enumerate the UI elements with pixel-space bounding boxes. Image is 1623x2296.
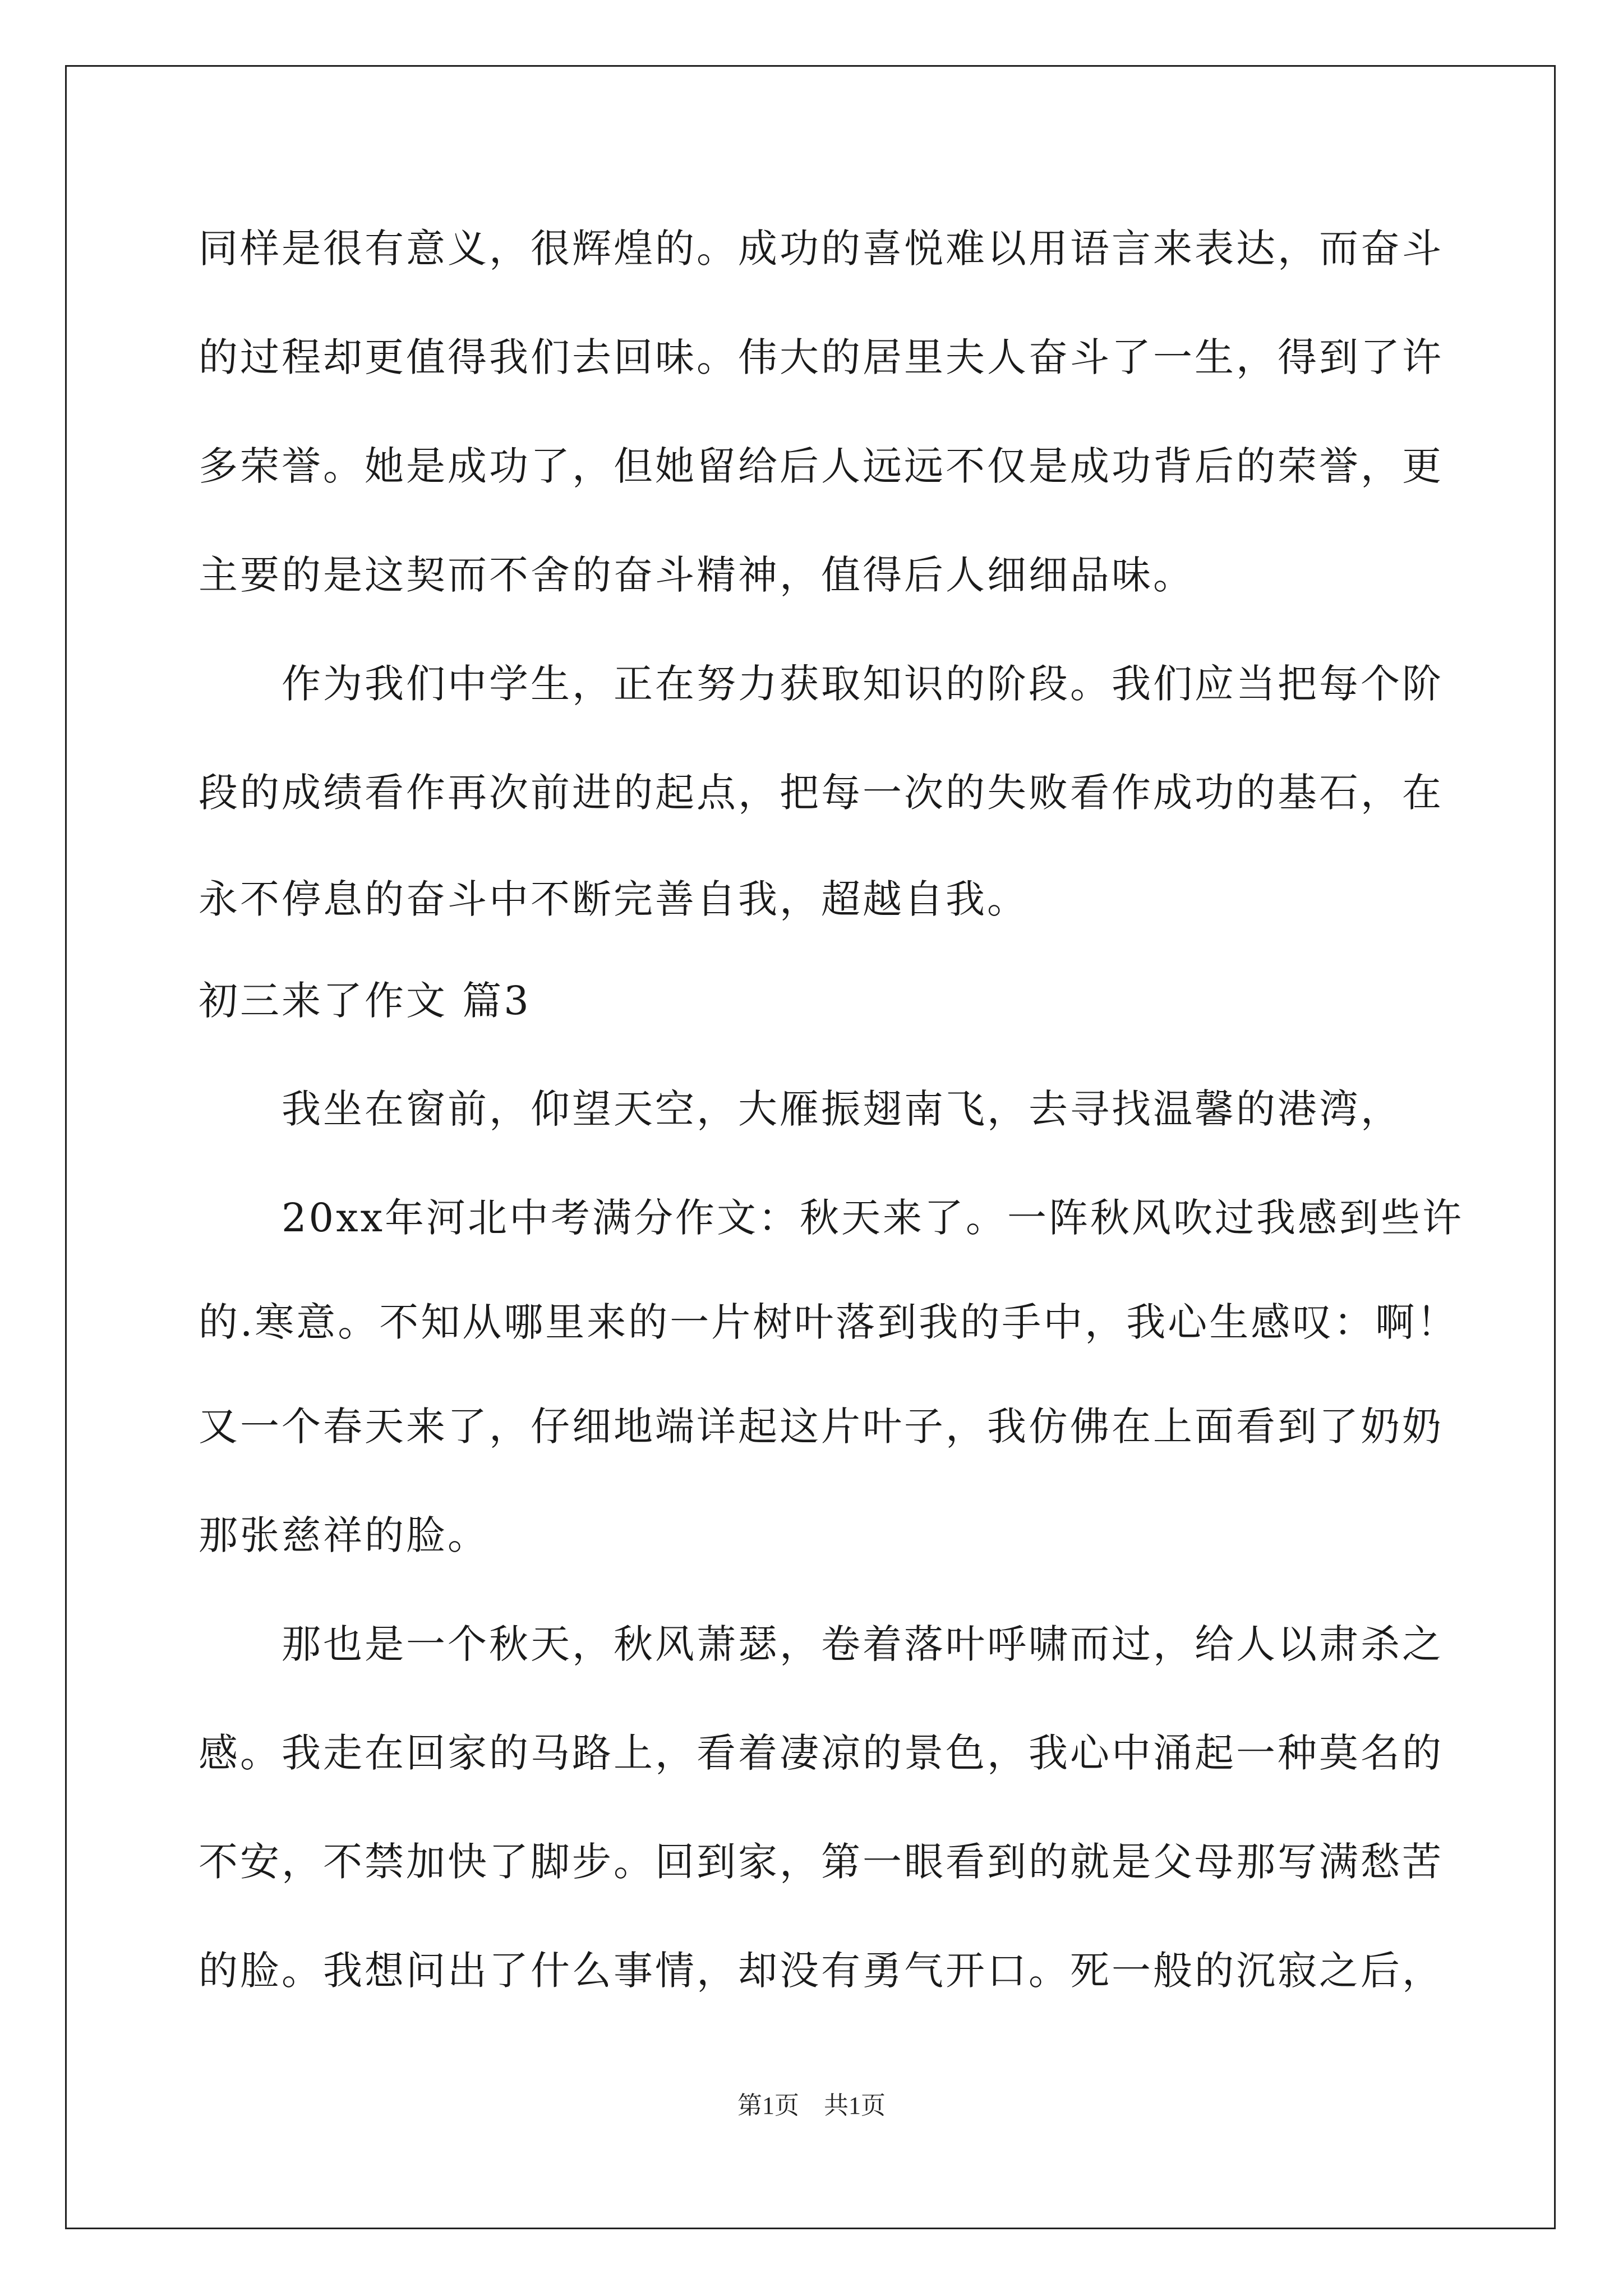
text-line: 我坐在窗前，仰望天空，大雁振翅南飞，去寻找温馨的港湾， — [199, 1086, 1402, 1132]
text-line: 永不停息的奋斗中不断完善自我，超越自我。 — [199, 876, 1029, 922]
text-line: 又一个春天来了，仔细地端详起这片叶子，我仿佛在上面看到了奶奶 — [199, 1404, 1444, 1450]
text-line: 那也是一个秋天，秋风萧瑟，卷着落叶呼啸而过，给人以肃杀之 — [199, 1621, 1444, 1667]
text-line: 20xx年河北中考满分作文：秋天来了。一阵秋风吹过我感到些许 — [199, 1195, 1464, 1241]
text-line: 的.寒意。不知从哪里来的一片树叶落到我的手中，我心生感叹：啊！ — [199, 1299, 1459, 1345]
text-line: 段的成绩看作再次前进的起点，把每一次的失败看作成功的基石，在 — [199, 770, 1444, 816]
text-line: 不安，不禁加快了脚步。回到家，第一眼看到的就是父母那写满愁苦 — [199, 1839, 1444, 1885]
text-line: 的过程却更值得我们去回味。伟大的居里夫人奋斗了一生，得到了许 — [199, 334, 1444, 380]
page-border — [65, 65, 1556, 2229]
section-heading: 初三来了作文 篇3 — [199, 978, 531, 1024]
text-line: 多荣誉。她是成功了，但她留给后人远远不仅是成功背后的荣誉，更 — [199, 443, 1444, 489]
text-line: 作为我们中学生，正在努力获取知识的阶段。我们应当把每个阶 — [199, 661, 1444, 707]
text-line: 的脸。我想问出了什么事情，却没有勇气开口。死一般的沉寂之后， — [199, 1948, 1444, 1994]
text-line: 同样是很有意义，很辉煌的。成功的喜悦难以用语言来表达，而奋斗 — [199, 226, 1444, 272]
text-line: 主要的是这契而不舍的奋斗精神，值得后人细细品味。 — [199, 552, 1195, 598]
text-line: 那张慈祥的脸。 — [199, 1512, 489, 1558]
page-number-footer: 第1页 共1页 — [737, 2092, 886, 2119]
text-line: 感。我走在回家的马路上，看着凄凉的景色，我心中涌起一种莫名的 — [199, 1730, 1444, 1776]
